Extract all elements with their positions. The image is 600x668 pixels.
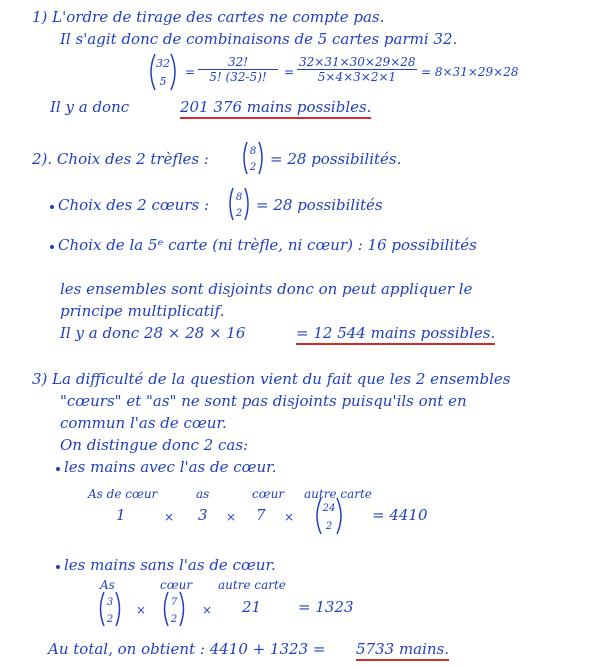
p2-line5: principe multiplicatif. xyxy=(60,302,225,320)
p3-line6: les mains sans l'as de cœur. xyxy=(64,556,276,574)
fraction-denominator: 5×4×3×2×1 xyxy=(317,70,397,84)
result-case-2: = 1323 xyxy=(298,598,354,616)
binom-top: 7 xyxy=(170,597,178,608)
value-7: 7 xyxy=(256,506,266,524)
p3-line4: On distingue donc 2 cas: xyxy=(60,436,249,454)
times-sign: × xyxy=(136,603,147,617)
p3-line2: "cœurs" et "as" ne sont pas disjoints puisqu'ils ont en xyxy=(60,392,467,410)
binom-top: 8 xyxy=(235,192,243,203)
header-hearts: cœur xyxy=(252,487,285,501)
binomial-32-5 xyxy=(146,52,180,92)
total-result: 5733 mains. xyxy=(356,640,449,661)
header-aces: as xyxy=(196,487,210,501)
fraction-factorial xyxy=(198,55,278,84)
binomial-8-2 xyxy=(240,140,266,176)
times-sign: × xyxy=(284,510,295,524)
binom-top: 8 xyxy=(249,146,257,157)
bullet xyxy=(50,245,54,249)
p3-line1: 3) La difficulté de la question vient du fait que les 2 ensembles xyxy=(32,370,511,388)
binom-bottom: 2 xyxy=(235,208,243,219)
p2-line1-post: = 28 possibilités. xyxy=(270,150,402,168)
total-prefix: Au total, on obtient : 4410 + 1323 = xyxy=(48,640,326,658)
result-case-1: = 4410 xyxy=(372,506,428,524)
bullet xyxy=(50,205,54,209)
times-sign: × xyxy=(164,510,175,524)
value-1: 1 xyxy=(116,506,126,524)
value-3: 3 xyxy=(198,506,208,524)
p1-result: 201 376 mains possibles. xyxy=(180,98,371,119)
binom-top: 3 xyxy=(106,597,114,608)
header-ace-of-hearts: As de cœur xyxy=(88,487,158,501)
binom-bottom: 2 xyxy=(170,614,178,625)
fraction-denominator: 5! (32-5)! xyxy=(209,70,267,84)
binom-bottom: 5 xyxy=(159,75,167,88)
header-other-card: autre carte xyxy=(304,487,372,501)
bullet xyxy=(56,467,60,471)
equals-2: = xyxy=(284,65,295,79)
binom-top: 24 xyxy=(322,503,336,514)
binomial-24-2 xyxy=(312,496,346,536)
binom-bottom: 2 xyxy=(325,521,333,532)
header-hearts: cœur xyxy=(160,578,193,592)
p2-result: = 12 544 mains possibles. xyxy=(296,324,495,345)
p1-result-prefix: Il y a donc xyxy=(50,98,130,116)
header-other-card: autre carte xyxy=(218,578,286,592)
p3-line3: commun l'as de cœur. xyxy=(60,414,227,432)
bullet xyxy=(56,565,60,569)
binom-top: 32 xyxy=(156,57,170,70)
fraction-numerator: 32×31×30×29×28 xyxy=(299,55,416,69)
times-sign: × xyxy=(202,603,213,617)
times-sign: × xyxy=(226,510,237,524)
equals-1: = xyxy=(185,65,196,79)
binomial-3-2 xyxy=(96,590,124,628)
p2-line2-post: = 28 possibilités xyxy=(256,196,383,214)
binomial-7-2 xyxy=(160,590,188,628)
p1-line2: Il s'agit donc de combinaisons de 5 cartes parmi 32. xyxy=(60,30,458,48)
header-aces: As xyxy=(100,578,115,592)
p3-line5: les mains avec l'as de cœur. xyxy=(64,458,277,476)
fraction-numerator: 32! xyxy=(198,55,278,70)
p2-line4: les ensembles sont disjoints donc on peut appliquer le xyxy=(60,280,473,298)
fraction-expanded xyxy=(297,55,417,84)
binom-bottom: 2 xyxy=(106,614,114,625)
value-21: 21 xyxy=(242,598,262,616)
equals-3: = 8×31×29×28 xyxy=(421,65,519,79)
p2-line3: Choix de la 5ᵉ carte (ni trèfle, ni cœur) : 16 possibilités xyxy=(58,236,477,254)
p2-line6-prefix: Il y a donc 28 × 28 × 16 xyxy=(60,324,246,342)
p2-line2-prefix: Choix des 2 cœurs : xyxy=(58,196,210,214)
p1-line1: 1) L'ordre de tirage des cartes ne compte pas. xyxy=(32,8,385,26)
binom-bottom: 2 xyxy=(249,162,257,173)
binomial-8-2 xyxy=(226,186,252,222)
p2-line1-prefix: 2). Choix des 2 trèfles : xyxy=(32,150,209,168)
